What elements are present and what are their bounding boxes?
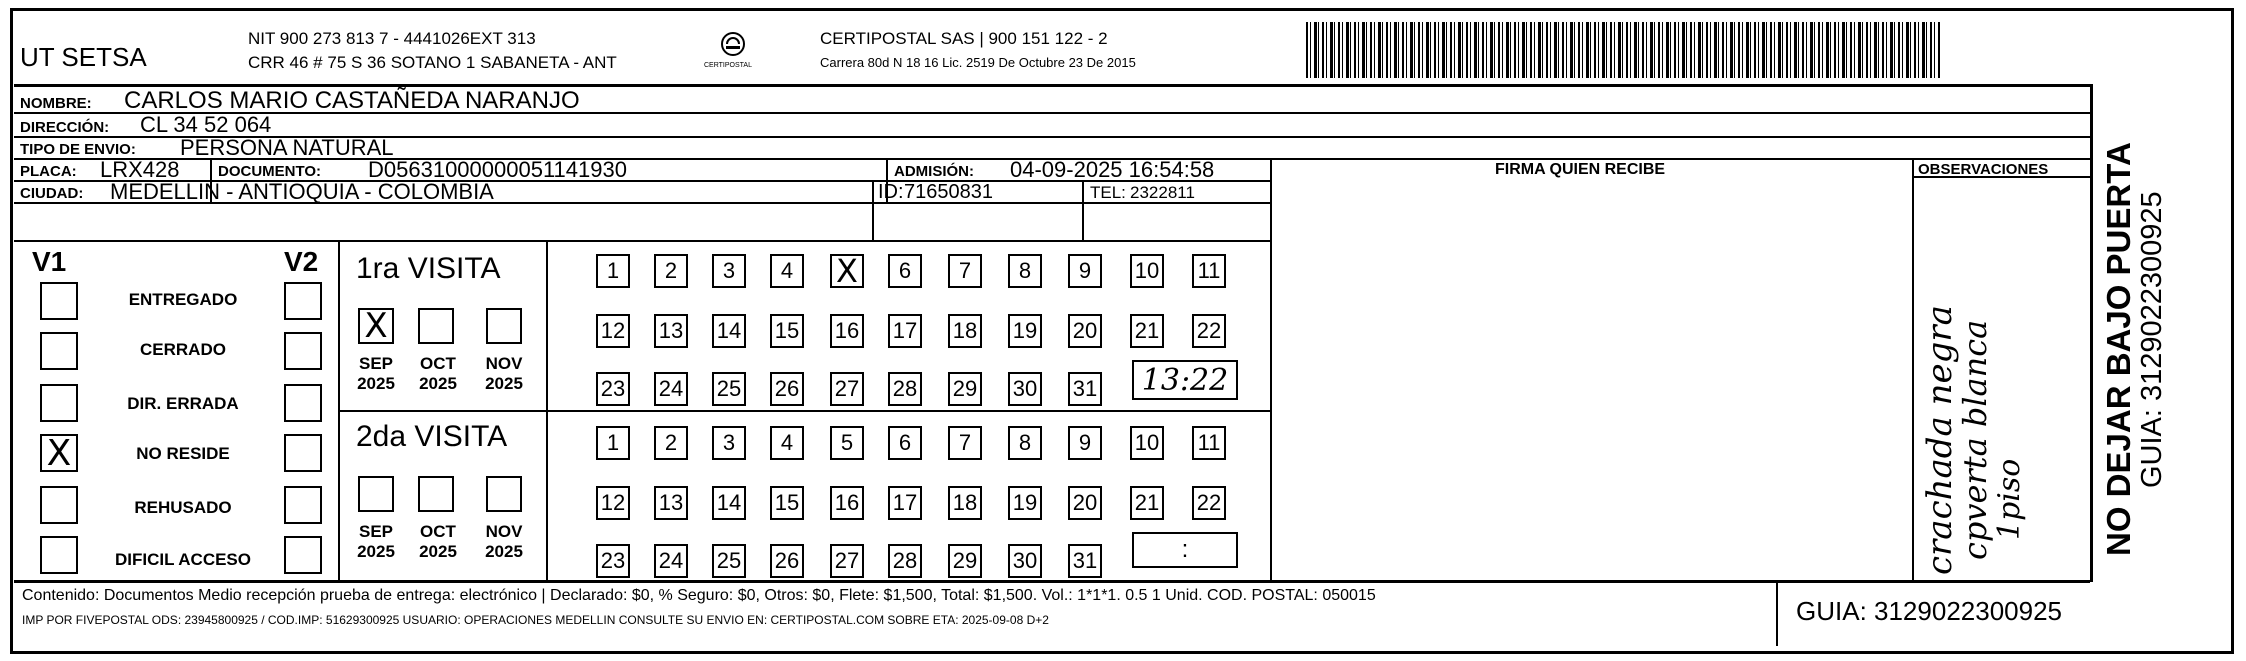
document-label: DOCUMENTO:: [218, 163, 322, 180]
courier-line: CERTIPOSTAL SAS | 900 151 122 - 2: [820, 29, 1108, 48]
visit2-month-nov: NOV 2025: [485, 522, 523, 561]
visit1-month-nov: NOV 2025: [485, 354, 523, 393]
admission-date: 04-09-2025 16:54:58: [1010, 157, 1215, 182]
visit2-day-18[interactable]: 18: [948, 486, 982, 520]
visit2-day-17[interactable]: 17: [888, 486, 922, 520]
side-guide-number: GUIA: 3129022300925: [2136, 191, 2168, 488]
visit1-day-26[interactable]: 26: [770, 372, 804, 406]
observation-line-1: crachada negra: [1920, 305, 1960, 575]
visit1-day-25[interactable]: 25: [712, 372, 746, 406]
visit2-day-15[interactable]: 15: [770, 486, 804, 520]
visit2-day-23[interactable]: 23: [596, 544, 630, 578]
city-label: CIUDAD:: [20, 185, 84, 202]
visit1-day-10[interactable]: 10: [1130, 254, 1164, 288]
reason-dir-errada: DIR. ERRADA: [127, 394, 239, 413]
logo-caption: CERTIPOSTAL: [704, 62, 752, 69]
company-name: UT SETSA: [20, 42, 147, 72]
visit2-day-28[interactable]: 28: [888, 544, 922, 578]
visit1-day-1[interactable]: 1: [596, 254, 630, 288]
visit1-day-27[interactable]: 27: [830, 372, 864, 406]
visit2-day-9[interactable]: 9: [1068, 426, 1102, 460]
visit1-day-19[interactable]: 19: [1008, 314, 1042, 348]
reason-cerrado: CERRADO: [140, 340, 226, 359]
visit1-day-31[interactable]: 31: [1068, 372, 1102, 406]
observation-line-2: cpverta blanca: [1956, 319, 1994, 560]
reason-rehusado: REHUSADO: [134, 498, 232, 517]
visit1-day-12[interactable]: 12: [596, 314, 630, 348]
visit1-day-28[interactable]: 28: [888, 372, 922, 406]
v1-rehusado-checkbox[interactable]: [40, 486, 78, 524]
visit2-day-25[interactable]: 25: [712, 544, 746, 578]
reason-dificil-acceso: DIFICIL ACCESO: [114, 550, 251, 569]
v1-dificil-acceso-checkbox[interactable]: [40, 536, 78, 574]
visit2-day-7[interactable]: 7: [948, 426, 982, 460]
visit2-day-6[interactable]: 6: [888, 426, 922, 460]
visit1-day-8[interactable]: 8: [1008, 254, 1042, 288]
visit2-day-5[interactable]: 5: [830, 426, 864, 460]
plate: LRX428: [100, 157, 180, 182]
visit2-day-30[interactable]: 30: [1008, 544, 1042, 578]
visit1-day-24[interactable]: 24: [654, 372, 688, 406]
certipostal-logo: [704, 28, 754, 78]
visit1-day-13[interactable]: 13: [654, 314, 688, 348]
reason-entregado: ENTREGADO: [128, 290, 238, 309]
visit1-day-22[interactable]: 22: [1192, 314, 1226, 348]
tracking-barcode: [1306, 22, 1940, 78]
v1-header: V1: [32, 246, 67, 277]
v1-no-reside-checkbox[interactable]: X: [40, 434, 78, 472]
recipient-address: CL 34 52 064: [140, 112, 272, 137]
visit2-time[interactable]: :: [1132, 532, 1238, 568]
visit2-month-oct: OCT 2025: [419, 522, 457, 561]
visit2-day-10[interactable]: 10: [1130, 426, 1164, 460]
v2-dir-errada-checkbox[interactable]: [284, 384, 322, 422]
visit1-title: 1ra VISITA: [356, 252, 501, 285]
visit2-month-oct-checkbox[interactable]: [418, 476, 454, 512]
visit1-day-20[interactable]: 20: [1068, 314, 1102, 348]
visit1-day-6[interactable]: 6: [888, 254, 922, 288]
tel-number: 2322811: [1130, 183, 1195, 202]
v2-rehusado-checkbox[interactable]: [284, 486, 322, 524]
city: MEDELLIN - ANTIOQUIA - COLOMBIA: [110, 179, 494, 204]
v2-header: V2: [284, 246, 319, 277]
v2-no-reside-checkbox[interactable]: [284, 434, 322, 472]
visit1-month-sep: SEP 2025: [357, 354, 395, 393]
visit1-day-9[interactable]: 9: [1068, 254, 1102, 288]
visit1-day-3[interactable]: 3: [712, 254, 746, 288]
visit2-day-22[interactable]: 22: [1192, 486, 1226, 520]
v2-cerrado-checkbox[interactable]: [284, 332, 322, 370]
id-label: ID:: [878, 181, 904, 203]
visit2-day-12[interactable]: 12: [596, 486, 630, 520]
footer-guide-number: GUIA: 3129022300925: [1796, 596, 2062, 626]
visit1-day-11[interactable]: 11: [1192, 254, 1226, 288]
address-label: DIRECCIÓN:: [20, 119, 110, 136]
visit2-month-nov-checkbox[interactable]: [486, 476, 522, 512]
name-label: NOMBRE:: [20, 95, 92, 112]
visit1-day-7[interactable]: 7: [948, 254, 982, 288]
visit2-day-31[interactable]: 31: [1068, 544, 1102, 578]
visit2-day-8[interactable]: 8: [1008, 426, 1042, 460]
visit1-day-15[interactable]: 15: [770, 314, 804, 348]
shipment-type: PERSONA NATURAL: [180, 135, 394, 160]
observations-label: OBSERVACIONES: [1918, 161, 2049, 178]
visit1-day-23[interactable]: 23: [596, 372, 630, 406]
visit2-month-sep-checkbox[interactable]: [358, 476, 394, 512]
v1-dir-errada-checkbox[interactable]: [40, 384, 78, 422]
visit1-month-sep-checkbox[interactable]: X: [358, 308, 394, 344]
signature-label: FIRMA QUIEN RECIBE: [1495, 161, 1666, 178]
signature-area[interactable]: [1272, 180, 1910, 578]
shipment-type-label: TIPO DE ENVIO:: [20, 141, 136, 158]
tel-label: TEL:: [1090, 183, 1126, 202]
visit2-day-11[interactable]: 11: [1192, 426, 1226, 460]
plate-label: PLACA:: [20, 163, 77, 180]
courier-license: Carrera 80d N 18 16 Lic. 2519 De Octubre 23 De 2015: [820, 55, 1136, 70]
recipient-name: CARLOS MARIO CASTAÑEDA NARANJO: [124, 87, 580, 114]
sender-address: CRR 46 # 75 S 36 SOTANO 1 SABANETA - ANT: [248, 53, 617, 72]
visit2-day-26[interactable]: 26: [770, 544, 804, 578]
id-number: 71650831: [904, 181, 993, 203]
visit2-day-3[interactable]: 3: [712, 426, 746, 460]
visit2-day-21[interactable]: 21: [1130, 486, 1164, 520]
footer-contents: Contenido: Documentos Medio recepción prueba de entrega: electrónico | Declarado: $0, % Seguro: $0, Otros: $0, Flete: $1,500, Total: $1,500. Vol.: 1*1*1. 0.5 1 Unid. COD. POSTAL: 050015: [22, 587, 1376, 604]
visit1-month-nov-checkbox[interactable]: [486, 308, 522, 344]
visit2-day-20[interactable]: 20: [1068, 486, 1102, 520]
observation-line-3: 1piso: [1992, 458, 2027, 540]
document-number: D05631000000051141930: [368, 157, 627, 182]
visit1-day-4[interactable]: 4: [770, 254, 804, 288]
visit2-day-13[interactable]: 13: [654, 486, 688, 520]
visit1-time[interactable]: 13:22: [1132, 360, 1238, 400]
visit2-day-29[interactable]: 29: [948, 544, 982, 578]
reason-no-reside: NO RESIDE: [136, 444, 230, 463]
visit1-day-17[interactable]: 17: [888, 314, 922, 348]
visit2-day-16[interactable]: 16: [830, 486, 864, 520]
visit1-month-oct-checkbox[interactable]: [418, 308, 454, 344]
admission-label: ADMISIÓN:: [894, 163, 974, 180]
visit1-day-18[interactable]: 18: [948, 314, 982, 348]
visit1-day-21[interactable]: 21: [1130, 314, 1164, 348]
footer-print-info: IMP POR FIVEPOSTAL ODS: 23945800925 / COD.IMP: 51629300925 USUARIO: OPERACIONES MEDELLIN CONSULTE SU ENVIO EN: CERTIPOSTAL.COM SOBRE ETA: 2025-09-08 D+2: [22, 613, 1049, 627]
v1-entregado-checkbox[interactable]: [40, 282, 78, 320]
visit1-day-30[interactable]: 30: [1008, 372, 1042, 406]
visit2-day-27[interactable]: 27: [830, 544, 864, 578]
visit2-day-4[interactable]: 4: [770, 426, 804, 460]
no-under-door-notice: NO DEJAR BAJO PUERTA: [2100, 142, 2137, 556]
visit2-day-19[interactable]: 19: [1008, 486, 1042, 520]
v2-dificil-acceso-checkbox[interactable]: [284, 536, 322, 574]
nit-line: NIT 900 273 813 7 - 4441026EXT 313: [248, 29, 536, 48]
v2-entregado-checkbox[interactable]: [284, 282, 322, 320]
visit1-day-29[interactable]: 29: [948, 372, 982, 406]
visit2-day-1[interactable]: 1: [596, 426, 630, 460]
visit2-day-14[interactable]: 14: [712, 486, 746, 520]
v1-cerrado-checkbox[interactable]: [40, 332, 78, 370]
visit2-month-sep: SEP 2025: [357, 522, 395, 561]
visit2-day-24[interactable]: 24: [654, 544, 688, 578]
visit1-day-16[interactable]: 16: [830, 314, 864, 348]
visit1-day-14[interactable]: 14: [712, 314, 746, 348]
visit2-title: 2da VISITA: [356, 420, 508, 453]
visit1-day-5[interactable]: X: [830, 254, 864, 288]
visit1-day-2[interactable]: 2: [654, 254, 688, 288]
visit1-month-oct: OCT 2025: [419, 354, 457, 393]
visit2-day-2[interactable]: 2: [654, 426, 688, 460]
